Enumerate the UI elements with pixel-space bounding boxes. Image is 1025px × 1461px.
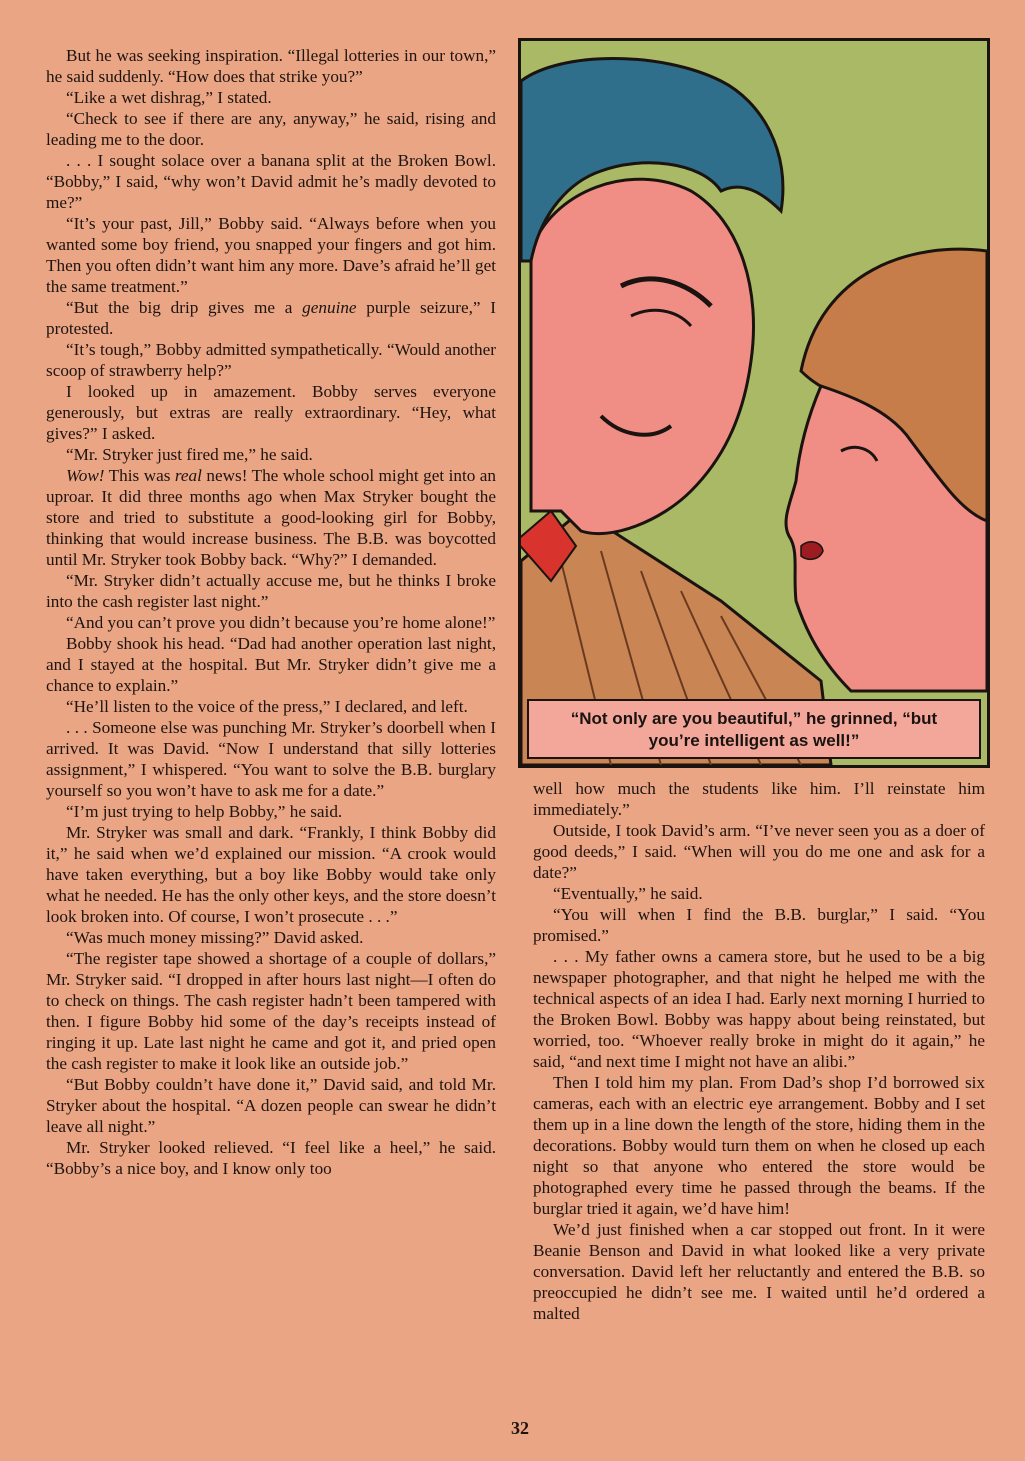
text-run: purple seizure,” I protested. <box>46 298 497 338</box>
paragraph: Bobby shook his head. “Dad had another operation last night, and I stayed at the hospital. But Mr. Stryker didn’t give me a chance to explain.” <box>46 634 496 695</box>
paragraph <box>46 297 496 339</box>
paragraph: We’d just finished when a car stopped out front. In it were Beanie Benson and David in what looked like a very private conversation. David left her reluctantly and entered the B.B. so preoccupied he didn’t see me. I waited until he’d ordered a malted <box>533 1220 985 1323</box>
paragraph: well how much the students like him. I’ll reinstate him immediately.” <box>533 779 985 819</box>
paragraph: “And you can’t prove you didn’t because you’re home alone!” <box>66 613 496 632</box>
paragraph: “I’m just trying to help Bobby,” he said. <box>66 802 343 821</box>
paragraph: “The register tape showed a shortage of a couple of dollars,” Mr. Stryker said. “I dropped in after hours last night—I often do to check on things. The cash register hadn’t been tampered with then. I figure Bobby hid some of the day’s receipts instead of ringing it up. Late last night he came and got it, and pried open the cash register to make it look like an outside job.” <box>46 949 496 1073</box>
page-number: 32 <box>511 1418 529 1438</box>
comic-panel <box>518 38 990 768</box>
paragraph: But he was seeking inspiration. “Illegal lotteries in our town,” he said suddenly. “How does that strike you?” <box>46 46 496 86</box>
comic-illustration <box>521 41 987 765</box>
text-run: “But the big drip gives me a <box>66 298 303 317</box>
paragraph: Mr. Stryker was small and dark. “Frankly, I think Bobby did it,” he said when we’d explained our mission. “A crook would have taken everything, but a boy like Bobby would take only what he needed. He has the only other keys, and the store doesn’t look broken into. Of course, I won’t prosecute . . .” <box>46 823 496 926</box>
paragraph: “Mr. Stryker just fired me,” he said. <box>66 445 313 464</box>
caption-line: you’re intelligent as well!” <box>648 731 860 750</box>
paragraph: I looked up in amazement. Bobby serves everyone generously, but extras are really extraordinary. “Hey, what gives?” I asked. <box>46 382 496 443</box>
paragraph: “It’s your past, Jill,” Bobby said. “Always before when you wanted some boy friend, you snapped your fingers and got him. Then you often didn’t want him any more. Dave’s afraid he’ll get the same treatment.” <box>46 214 496 296</box>
paragraph: Then I told him my plan. From Dad’s shop I’d borrowed six cameras, each with an electric eye arrangement. Bobby and I set them up in a line down the length of the store, hiding them in the decorations. Bobby would turn them on when he closed up each night so that anyone who entered the store would be photographed every time he passed through the beams. If the burglar tried it again, we’d have him! <box>533 1073 985 1218</box>
paragraph: “It’s tough,” Bobby admitted sympathetically. “Would another scoop of strawberry help?” <box>46 340 496 380</box>
paragraph: “Was much money missing?” David asked. <box>66 928 364 947</box>
paragraph: “He’ll listen to the voice of the press,” I declared, and left. <box>66 697 468 716</box>
paragraph: Mr. Stryker looked relieved. “I feel like a heel,” he said. “Bobby’s a nice boy, and I know only too <box>46 1138 496 1178</box>
emphasis: genuine <box>302 298 357 317</box>
paragraph: Outside, I took David’s arm. “I’ve never seen you as a doer of good deeds,” I said. “When will you do me one and ask for a date?” <box>533 821 985 882</box>
text-run: news! The whole school might get into an uproar. It did three months ago when Max Stryker bought the store and tried to substitute a good-looking girl for Bobby, thinking that would increase business. The B.B. was boycotted until Mr. Stryker took Bobby back. “Why?” I demanded. <box>46 466 496 569</box>
paragraph: “Mr. Stryker didn’t actually accuse me, but he thinks I broke into the cash register last night.” <box>46 571 496 611</box>
paragraph: . . . My father owns a camera store, but he used to be a big newspaper photographer, and that night he helped me with the technical aspects of an idea I had. Early next morning I hurried to the Broken Bowl. Bobby was happy about being reinstated, but worried, too. “Whoever really broke in might do it again,” he said, “and next time I might not have an alibi.” <box>533 947 985 1071</box>
left-text-column <box>46 45 496 1179</box>
emphasis: Wow! <box>66 466 105 485</box>
text-run: This was <box>104 466 175 485</box>
emphasis: real <box>174 466 202 485</box>
paragraph <box>46 465 496 570</box>
woman-lips <box>801 542 823 559</box>
paragraph: “You will when I find the B.B. burglar,” I said. “You promised.” <box>533 905 985 945</box>
caption-line: “Not only are you beautiful,” he grinned, “but <box>570 709 938 728</box>
paragraph: “Check to see if there are any, anyway,” he said, rising and leading me to the door. <box>46 109 496 149</box>
paragraph: “But Bobby couldn’t have done it,” David said, and told Mr. Stryker about the hospital. “A dozen people can swear he didn’t leave all night.” <box>46 1075 496 1136</box>
paragraph: . . . I sought solace over a banana split at the Broken Bowl. “Bobby,” I said, “why won’t David admit he’s madly devoted to me?” <box>46 151 496 212</box>
paragraph: . . . Someone else was punching Mr. Stryker’s doorbell when I arrived. It was David. “Now I understand that silly lotteries assignment,” I whispered. “You want to solve the B.B. burglary yourself so you won’t have to ask me for a date.” <box>46 718 496 800</box>
paragraph: “Eventually,” he said. <box>553 884 703 903</box>
panel-caption <box>527 699 981 759</box>
right-text-column <box>533 778 985 1324</box>
paragraph: “Like a wet dishrag,” I stated. <box>66 88 272 107</box>
